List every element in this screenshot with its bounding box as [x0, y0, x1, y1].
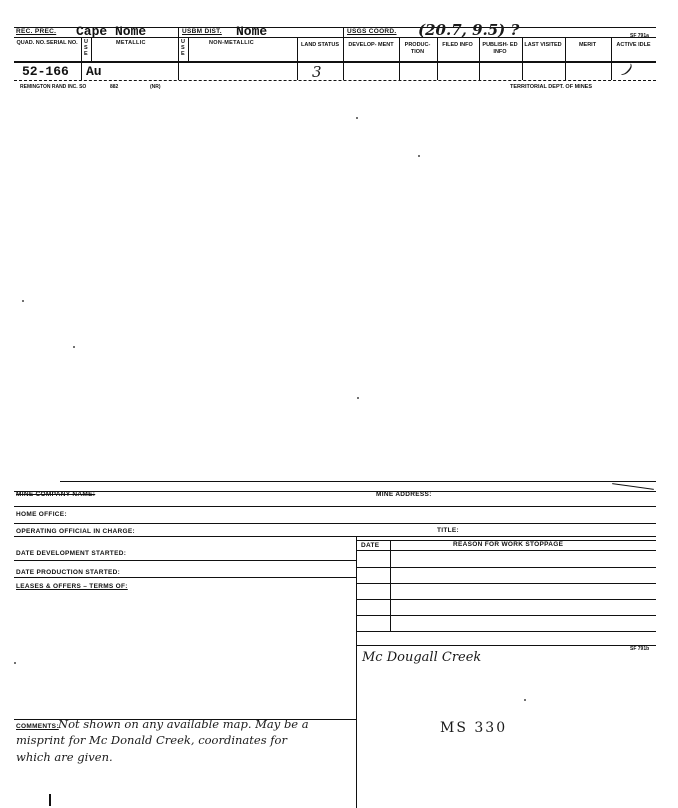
mine-address-label: MINE ADDRESS: [376, 491, 432, 498]
rec-prec-label: REC. PREC. [16, 28, 57, 35]
title-label: TITLE: [437, 527, 460, 534]
pencil-mark [49, 794, 51, 806]
leases-offers-label: LEASES & OFFERS – TERMS OF: [16, 583, 128, 590]
scan-speck [73, 346, 75, 348]
agency-name: TERRITORIAL DEPT. OF MINES [510, 84, 592, 90]
comments-line-3: which are given. [16, 750, 113, 764]
rec-prec-value: Cape Nome [76, 24, 147, 39]
prod-started-label: DATE PRODUCTION STARTED: [16, 569, 121, 576]
mine-company-label: MINE COMPANY NAME: [16, 491, 96, 498]
location-note: Mc Dougall Creek [362, 650, 482, 665]
usbm-dist-value: Nome [236, 24, 268, 39]
usgs-coord-value: (20.7, 9.5) ? [418, 21, 520, 39]
filed-info-header: FILED INFO [442, 42, 473, 48]
land-status-value: 3 [312, 63, 322, 81]
production-header: PRODUC- TION [404, 42, 431, 55]
scan-speck [356, 117, 358, 119]
printer-credit: REMINGTON RAND INC. SO [20, 84, 87, 90]
development-header: DEVELOP- MENT [348, 42, 394, 48]
printer-code2: (NR) [150, 84, 161, 90]
published-info-header: PUBLISH- ED INFO [482, 42, 518, 55]
usgs-coord-label: USGS COORD. [347, 28, 397, 35]
merit-header: MERIT [578, 42, 597, 48]
quad-serial-value: 52-166 [22, 64, 69, 79]
comments-line-1: Not shown on any available map. May be a [58, 717, 309, 731]
metallic-value: Au [86, 64, 102, 79]
non-metallic-header: NON-METALLIC [209, 40, 255, 46]
quad-no-header: QUAD. NO. [16, 40, 46, 46]
dev-started-label: DATE DEVELOPMENT STARTED: [16, 550, 127, 557]
serial-no-header: SERIAL NO. [46, 40, 78, 46]
scan-speck [524, 699, 526, 701]
corner-stroke [612, 483, 654, 490]
scan-speck [357, 397, 359, 399]
ms-note: MS 330 [440, 720, 508, 736]
printer-code: 882 [110, 84, 119, 90]
metallic-header: METALLIC [116, 40, 146, 46]
scan-speck [418, 155, 420, 157]
form-code-bottom: SF 791b [630, 646, 650, 652]
form-code-top: SF 791a [630, 33, 649, 39]
date-column-header: DATE [361, 542, 380, 549]
home-office-label: HOME OFFICE: [16, 511, 67, 518]
comments-label: COMMENTS: [16, 723, 59, 730]
us-letters-nonmetallic: U S E [181, 39, 185, 57]
last-visited-header: LAST VISITED [524, 42, 562, 48]
us-letters-metallic: U S E [84, 39, 88, 57]
usbm-dist-label: USBM DIST. [182, 28, 222, 35]
active-idle-header: ACTIVE IDLE [616, 42, 651, 48]
land-status-header: LAND STATUS [301, 42, 339, 48]
scan-speck [22, 300, 24, 302]
comments-line-2: misprint for Mc Donald Creek, coordinates for [16, 733, 287, 747]
operating-official-label: OPERATING OFFICIAL IN CHARGE: [16, 528, 135, 535]
active-idle-mark: ) [620, 59, 636, 80]
scan-speck [14, 662, 16, 664]
reason-column-header: REASON FOR WORK STOPPAGE [453, 541, 564, 548]
